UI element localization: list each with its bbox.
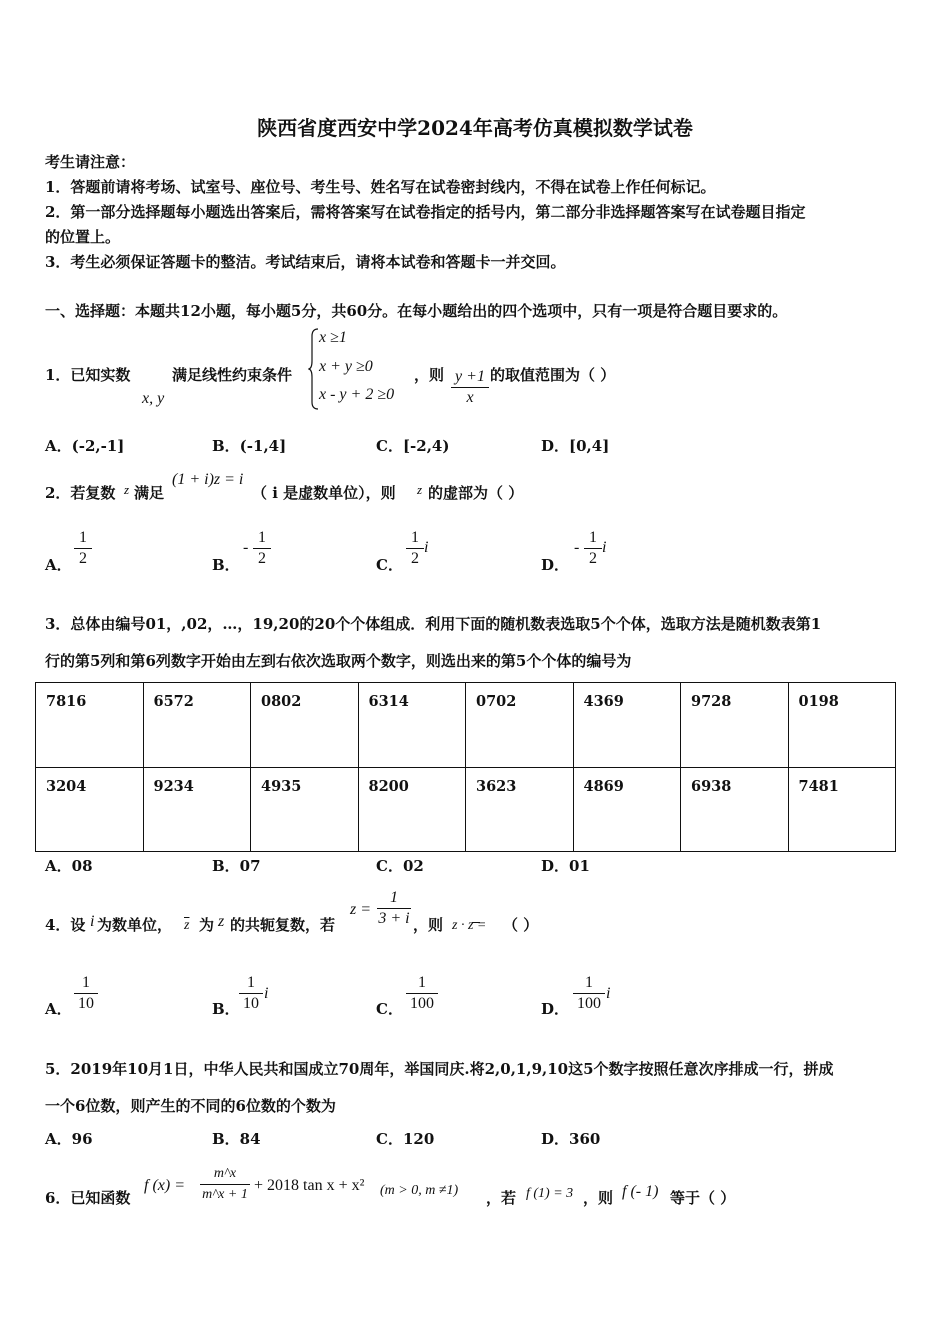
q6-text-2: ，若 (486, 1189, 517, 1207)
q2-b-neg: - (243, 539, 249, 556)
q6-fm1: f (- 1) (622, 1183, 659, 1200)
q4-text-3: 为 (199, 916, 215, 934)
q2-c-frac (406, 528, 424, 569)
q4-d-den: 100 (577, 995, 601, 1012)
q4-b-frac (239, 973, 263, 1014)
q4-text-1: 4．设 (45, 916, 86, 934)
q6-prefix: 6．已知函数 (45, 1189, 131, 1207)
q6-rest: + 2018 tan x + x² (254, 1177, 365, 1194)
q2-option-c: C． (376, 556, 403, 574)
notice-item-1: 1．答题前请将考场、试室号、座位号、考生号、姓名写在试卷密封线内，不得在试卷上作任何标记。 (45, 178, 716, 196)
q1-option-d: D．[0,4] (541, 437, 610, 455)
table-cell: 4369 (573, 683, 681, 768)
q4-overline (472, 922, 480, 923)
table-cell: 8200 (358, 767, 466, 852)
q3-option-c: C．02 (376, 857, 424, 875)
table-cell: 6938 (681, 767, 789, 852)
q4-d-i: i (606, 985, 611, 1002)
q1-fraction (451, 367, 489, 408)
q4-i: i (90, 913, 95, 930)
q4-text-2: 为数单位， (97, 916, 173, 934)
q2-d-i: i (602, 539, 607, 556)
q2-c-i: i (424, 539, 429, 556)
table-row (36, 767, 896, 852)
q6-condition: (m > 0, m ≠1) (380, 1183, 459, 1198)
q4-fraction (377, 888, 411, 929)
q6-text-3: ，则 (583, 1189, 614, 1207)
table-row (36, 683, 896, 768)
q4-c-frac (406, 973, 438, 1014)
q2-option-b: B． (212, 556, 240, 574)
q4-b-num: 1 (247, 974, 255, 991)
q2-b-den: 2 (258, 550, 266, 567)
q2-a-frac (74, 528, 92, 569)
table-cell: 7816 (36, 683, 144, 768)
table-cell: 6314 (358, 683, 466, 768)
q6-fraction (200, 1164, 250, 1205)
q6-frac-den: m^x + 1 (202, 1187, 248, 1202)
q5-option-b: B．84 (212, 1130, 261, 1148)
table-cell: 3204 (36, 767, 144, 852)
q2-option-a: A． (45, 556, 72, 574)
q4-text-6: （ ） (503, 916, 539, 934)
q1-option-b: B．(-1,4] (212, 437, 287, 455)
q6-suffix: 等于（ ） (670, 1189, 736, 1207)
q2-z: z (124, 482, 130, 497)
q4-option-b: B． (212, 1000, 240, 1018)
q3-option-a: A．08 (45, 857, 93, 875)
page-title: 陕西省度西安中学2024年高考仿真模拟数学试卷 (257, 116, 693, 140)
q4-text-4: 的共轭复数，若 (230, 916, 336, 934)
table-cell: 4869 (573, 767, 681, 852)
notice-item-2: 2．第一部分选择题每小题选出答案后，需将答案写在试卷指定的括号内，第二部分非选择题答案写在试卷题目指定 (45, 203, 806, 221)
q2-b-num: 1 (258, 529, 266, 546)
q1-prefix: 1．已知实数 (45, 366, 131, 384)
q2-d-den: 2 (589, 550, 597, 567)
q1-constraint-2: x + y ≥0 (319, 358, 373, 375)
q2-prefix: 2．若复数 (45, 484, 116, 502)
q4-a-den: 10 (78, 995, 94, 1012)
table-cell: 0702 (466, 683, 574, 768)
q5-option-a: A．96 (45, 1130, 93, 1148)
table-cell: 0198 (788, 683, 896, 768)
q4-d-frac (573, 973, 605, 1014)
q5-option-d: D．360 (541, 1130, 601, 1148)
q1-frac-den: x (466, 389, 474, 406)
q1-constraint-1: x ≥1 (319, 329, 347, 346)
q4-b-i: i (264, 985, 269, 1002)
q6-f1: f (1) = 3 (526, 1186, 574, 1201)
q4-option-a: A． (45, 1000, 72, 1018)
q2-d-num: 1 (589, 529, 597, 546)
q2-d-neg: - (574, 539, 580, 556)
q2-a-num: 1 (79, 529, 87, 546)
q2-a-den: 2 (79, 550, 87, 567)
q4-option-c: C． (376, 1000, 403, 1018)
q5-option-c: C．120 (376, 1130, 435, 1148)
q4-a-frac (74, 973, 98, 1014)
notice-item-2-cont: 的位置上。 (45, 228, 121, 246)
table-cell: 9728 (681, 683, 789, 768)
table-cell: 4935 (251, 767, 359, 852)
q1-vars: x, y (142, 390, 165, 407)
q1-after: ，则 (414, 366, 445, 384)
q3-option-b: B．07 (212, 857, 261, 875)
notice-heading: 考生请注意： (45, 153, 136, 171)
q4-frac-den: 3 + i (378, 910, 410, 927)
q5-line-1: 5．2019年10月1日，中华人民共和国成立70周年，举国同庆.将2,0,1,9,10这5个数字按照任意次序排成一行，拼成 (45, 1060, 834, 1078)
table-cell: 6572 (143, 683, 251, 768)
q4-c-den: 100 (410, 995, 434, 1012)
q1-frac-num: y +1 (455, 368, 485, 385)
q3-line-2: 行的第5列和第6列数字开始由左到右依次选取两个数字，则选出来的第5个个体的编号为 (45, 652, 632, 670)
section-heading: 一、选择题：本题共12小题，每小题5分，共60分。在每小题给出的四个选项中，只有一项是符合题目要求的。 (45, 302, 788, 320)
notice-item-3: 3．考生必须保证答题卡的整洁。考试结束后，请将本试卷和答题卡一并交回。 (45, 253, 566, 271)
random-number-table (35, 682, 896, 852)
q4-b-den: 10 (243, 995, 259, 1012)
q1-option-c: C．[-2,4) (376, 437, 450, 455)
q1-suffix: 的取值范围为（ ） (490, 366, 616, 384)
q2-c-den: 2 (411, 550, 419, 567)
q2-paren: （ i 是虚数单位），则 (252, 484, 396, 502)
q1-mid: 满足线性约束条件 (172, 366, 293, 384)
q5-line-2: 一个6位数，则产生的不同的6位数的个数为 (45, 1097, 336, 1115)
table-cell: 0802 (251, 683, 359, 768)
q3-option-d: D．01 (541, 857, 590, 875)
q6-frac-num: m^x (213, 1166, 237, 1181)
q4-a-num: 1 (82, 974, 90, 991)
q2-b-frac (253, 528, 271, 569)
q1-constraint-3: x - y + 2 ≥0 (319, 386, 395, 403)
q3-line-1: 3．总体由编号01，,02，…，19,20的20个个体组成．利用下面的随机数表选取5个个体，选取方法是随机数表第1 (45, 615, 822, 633)
q4-product: z · z = (452, 918, 487, 933)
table-cell: 7481 (788, 767, 896, 852)
q1-option-a: A．(-2,-1] (45, 437, 125, 455)
table-cell: 3623 (466, 767, 574, 852)
q4-z: z (218, 913, 225, 930)
q4-text-5: ，则 (413, 916, 444, 934)
table-cell: 9234 (143, 767, 251, 852)
q2-d-frac (584, 528, 602, 569)
q4-zbar: $\overline{z}$ (184, 918, 190, 933)
q2-suffix: 的虚部为（ ） (428, 484, 524, 502)
q4-z-eq: z = (350, 901, 372, 918)
q4-c-num: 1 (418, 974, 426, 991)
q4-frac-num: 1 (390, 889, 398, 906)
q4-option-d: D． (541, 1000, 570, 1018)
q2-c-num: 1 (411, 529, 419, 546)
q2-option-d: D． (541, 556, 570, 574)
q2-equation: (1 + i)z = i (172, 471, 244, 488)
q6-fx: f (x) = (144, 1177, 185, 1194)
q2-mid: 满足 (134, 484, 165, 502)
q2-z-2: z (417, 482, 423, 497)
q4-d-num: 1 (585, 974, 593, 991)
